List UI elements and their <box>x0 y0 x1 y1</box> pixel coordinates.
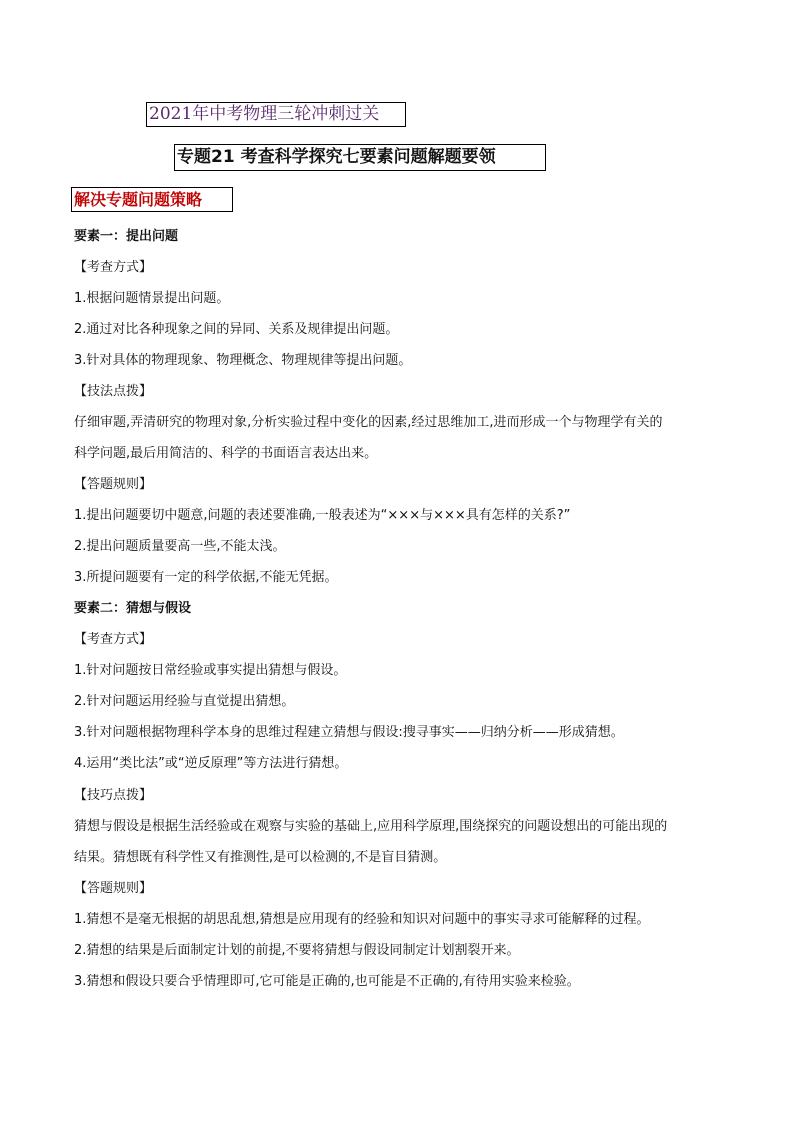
rule-item: 3.所提问题要有一定的科学依据,不能无凭据。 <box>74 570 338 585</box>
subsection-label: 【技巧点拨】 <box>74 788 153 803</box>
method-item: 4.运用“类比法”或“逆反原理”等方法进行猜想。 <box>74 756 348 771</box>
subsection-label: 【考查方式】 <box>74 260 153 275</box>
method-item: 3.针对问题根据物理科学本身的思维过程建立猜想与假设:搜寻事实——归纳分析——形成猜想。 <box>74 725 624 740</box>
paragraph-line: 仔细审题,弄清研究的物理对象,分析实验过程中变化的因素,经过思维加工,进而形成一个与物理学有关的 <box>74 415 663 430</box>
method-item: 2.针对问题运用经验与直觉提出猜想。 <box>74 694 295 709</box>
method-item: 1.针对问题按日常经验或事实提出猜想与假设。 <box>74 663 347 678</box>
paragraph-line: 科学问题,最后用简洁的、科学的书面语言表达出来。 <box>74 446 378 461</box>
paragraph-line: 结果。猜想既有科学性又有推测性,是可以检测的,不是盲目猜测。 <box>74 850 447 865</box>
section-heading: 解决专题问题策略 <box>71 187 233 212</box>
subsection-label: 【答题规则】 <box>74 477 153 492</box>
subsection-label: 【答题规则】 <box>74 881 153 896</box>
paragraph-line: 猜想与假设是根据生活经验或在观察与实验的基础上,应用科学原理,围绕探究的问题设想出的可能出现的 <box>74 819 668 834</box>
doc-subtitle: 专题21 考查科学探究七要素问题解题要领 <box>174 144 546 171</box>
rule-item: 2.提出问题质量要高一些,不能太浅。 <box>74 539 286 554</box>
doc-title: 2021年中考物理三轮冲刺过关 <box>146 102 406 127</box>
subsection-label: 【考查方式】 <box>74 632 153 647</box>
rule-item: 3.猜想和假设只要合乎情理即可,它可能是正确的,也可能是不正确的,有待用实验来检验。 <box>74 974 580 989</box>
rule-item: 1.猜想不是毫无根据的胡思乱想,猜想是应用现有的经验和知识对问题中的事实寻求可能解释的过程。 <box>74 912 650 927</box>
element-heading: 要素二：猜想与假设 <box>74 601 192 616</box>
rule-item: 2.猜想的结果是后面制定计划的前提,不要将猜想与假设同制定计划割裂开来。 <box>74 943 520 958</box>
subsection-label: 【技法点拨】 <box>74 384 153 399</box>
method-item: 2.通过对比各种现象之间的异同、关系及规律提出问题。 <box>74 322 399 337</box>
element-heading: 要素一：提出问题 <box>74 229 179 244</box>
method-item: 1.根据问题情景提出问题。 <box>74 291 230 306</box>
method-item: 3.针对具体的物理现象、物理概念、物理规律等提出问题。 <box>74 353 412 368</box>
rule-item: 1.提出问题要切中题意,问题的表述要准确,一般表述为“×××与×××具有怎样的关系?” <box>74 508 571 523</box>
